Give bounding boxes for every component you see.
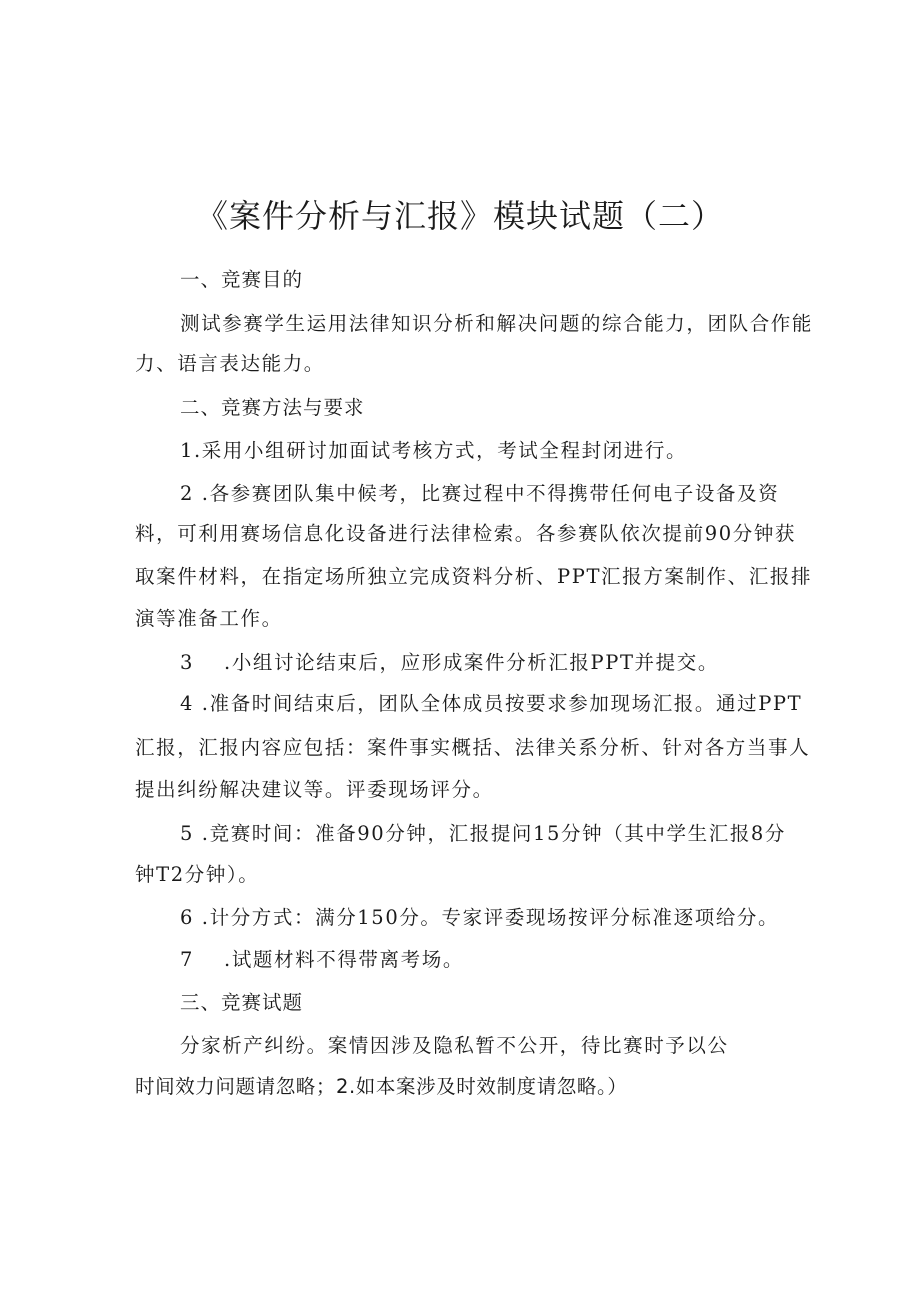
rule-item-7-number: 7 [180,948,195,971]
rule-item-4-line-2: 汇报，汇报内容应包括：案件事实概括、法律关系分析、针对各方当事人 [135,736,811,759]
rule-item-4-line-1: 4 .准备时间结束后，团队全体成员按要求参加现场汇报。通过PPT [180,692,803,715]
rule-item-2-line-1: 2 .各参赛团队集中候考，比赛过程中不得携带任何电子设备及资 [180,482,780,505]
section3-text-line-2: 时间效力问题请忽略；2.如本案涉及时效制度请忽略。） [135,1075,628,1098]
rule-item-1: 1.采用小组研讨加面试考核方式，考试全程封闭进行。 [180,439,688,462]
rule-item-7-text: .试题材料不得带离考场。 [224,948,464,971]
rule-item-5-line-2: 钟T2分钟）。 [135,863,260,886]
rule-item-2-line-2: 料，可利用赛场信息化设备进行法律检索。各参赛队依次提前90分钟获 [135,522,797,545]
section1-paragraph-line-2: 力、语言表达能力。 [135,352,325,375]
rule-item-7 [180,946,464,974]
section2-heading: 二、竞赛方法与要求 [180,396,365,419]
section1-heading: 一、竞赛目的 [180,268,304,291]
rule-item-3-number: 3 [180,651,195,674]
rule-item-5-line-1: 5 .竞赛时间：准备90分钟，汇报提问15分钟（其中学生汇报8分 [180,822,787,845]
rule-item-2-line-4: 演等准备工作。 [135,607,283,630]
document-title: 《案件分析与汇报》模块试题（二） [195,197,724,235]
rule-item-6: 6 .计分方式：满分150分。专家评委现场按评分标准逐项给分。 [180,906,780,929]
section3-heading: 三、竞赛试题 [180,991,304,1014]
rule-item-3-text: .小组讨论结束后，应形成案件分析汇报PPT并提交。 [224,651,719,674]
rule-item-4-line-3: 提出纠纷解决建议等。评委现场评分。 [135,778,494,801]
section3-text-line-1: 分家析产纠纷。案情因涉及隐私暂不公开，待比赛时予以公 [180,1034,729,1057]
rule-item-3 [180,649,719,677]
section1-paragraph-line-1: 测试参赛学生运用法律知识分析和解决问题的综合能力，团队合作能 [180,312,814,335]
rule-item-2-line-3: 取案件材料，在指定场所独立完成资料分析、PPT汇报方案制作、汇报排 [135,565,813,588]
